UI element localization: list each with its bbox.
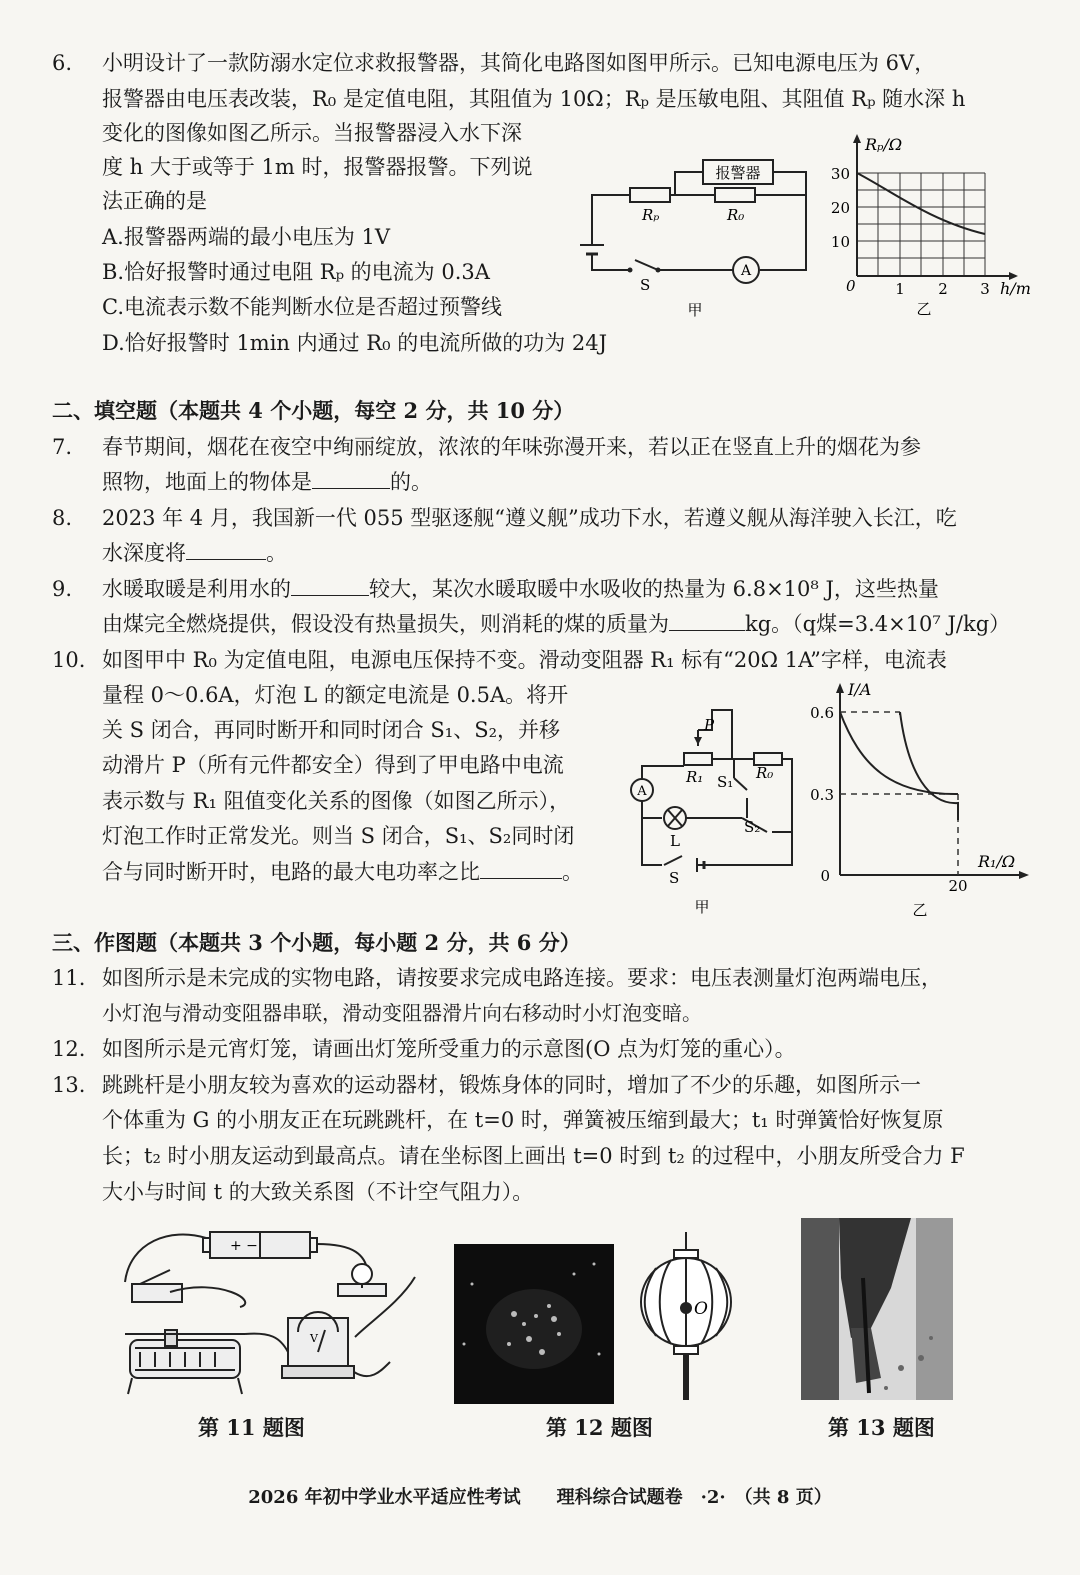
figure-caption: 乙 — [912, 901, 928, 919]
question-text: 2023 年 4 月，我国新一代 055 型驱逐舰“遵义舰”成功下水，若遵义舰从海洋驶入长江，吃 — [102, 506, 957, 530]
r0-label: R₀ — [727, 206, 745, 224]
voltmeter-icon: V — [310, 1332, 318, 1345]
question-text: 照物，地面上的物体是 的。 — [102, 470, 432, 494]
answer-blank — [186, 539, 266, 560]
question-text: 长；t₂ 时小朋友运动到最高点。请在坐标图上画出 t=0 时到 t₂ 的过程中，小朋友所受合力 F — [102, 1144, 965, 1168]
fireworks-photo — [454, 1244, 614, 1404]
slider-label: P — [704, 716, 715, 734]
question-text: 跳跳杆是小朋友较为喜欢的运动器材，锻炼身体的同时，增加了不少的乐趣，如图所示一 — [102, 1073, 921, 1097]
y-tick: 20 — [830, 199, 850, 217]
s1-label: S₁ — [717, 773, 734, 791]
question-text: 小明设计了一款防溺水定位求救报警器，其简化电路图如图甲所示。已知电源电压为 6V， — [102, 51, 936, 75]
origin-label: 0 — [846, 277, 856, 295]
x-axis-label: h/m — [1000, 279, 1031, 298]
x-tick: 1 — [895, 280, 905, 298]
x-tick: 20 — [948, 877, 968, 895]
question-text: 如图甲中 R₀ 为定值电阻，电源电压保持不变。滑动变阻器 R₁ 标有“20Ω 1A”字样，电流表 — [102, 648, 947, 672]
r1-label: R₁ — [686, 768, 704, 786]
center-of-gravity-label: O — [694, 1299, 708, 1319]
figure-caption: 甲 — [694, 898, 710, 916]
q6-rp-h-graph — [820, 128, 1050, 318]
section-heading: 三、作图题（本题共 3 个小题，每小题 2 分，共 6 分） — [52, 930, 581, 955]
switch-label: S — [640, 276, 651, 294]
rp-label: Rₚ — [642, 206, 660, 224]
question-number: 8. — [52, 506, 73, 530]
option-a: A.报警器两端的最小电压为 1V — [102, 225, 391, 249]
answer-blank — [291, 575, 369, 596]
question-text: 如图所示是未完成的实物电路，请按要求完成电路连接。要求：电压表测量灯泡两端电压， — [102, 966, 942, 990]
origin-label: 0 — [820, 867, 830, 885]
question-text: 合与同时断开时，电路的最大电功率之比 。 — [102, 860, 583, 884]
figure-caption: 甲 — [687, 301, 703, 319]
y-tick: 0.3 — [810, 786, 834, 804]
y-axis-label: I/A — [848, 680, 872, 699]
y-tick: 0.6 — [810, 704, 834, 722]
question-text: 水深度将 。 — [102, 541, 287, 565]
question-number: 6. — [52, 51, 73, 75]
alarm-label: 报警器 — [715, 164, 761, 182]
question-text: 表示数与 R₁ 阻值变化关系的图像（如图乙所示）， — [102, 789, 571, 813]
question-text: 如图所示是元宵灯笼，请画出灯笼所受重力的示意图(O 点为灯笼的重心）。 — [102, 1037, 796, 1061]
option-d: D.恰好报警时 1min 内通过 R₀ 的电流所做的功为 24J — [102, 331, 608, 355]
y-tick: 10 — [830, 233, 850, 251]
question-text: 春节期间，烟花在夜空中绚丽绽放，浓浓的年味弥漫开来，若以正在竖直上升的烟花为参 — [102, 435, 921, 459]
question-text: 个体重为 G 的小朋友正在玩跳跳杆，在 t=0 时，弹簧被压缩到最大；t₁ 时弹簧恰好恢复原 — [102, 1108, 944, 1132]
q10-circuit-diagram — [622, 690, 807, 920]
figure-caption: 第 12 题图 — [546, 1415, 653, 1440]
question-text: 报警器由电压表改装，R₀ 是定值电阻，其阻值为 10Ω；Rₚ 是压敏电阻、其阻值 Rₚ 随水深 h — [102, 87, 966, 111]
answer-blank — [669, 610, 745, 631]
x-tick: 2 — [938, 280, 948, 298]
question-number: 11. — [52, 966, 86, 990]
question-text: 由煤完全燃烧提供，假设没有热量损失，则消耗的煤的质量为 kg。（q煤=3.4×10⁷ J/kg） — [102, 612, 1011, 636]
ammeter-label: A — [637, 784, 647, 799]
plus-icon: + − — [230, 1238, 258, 1254]
pogo-stick-photo — [801, 1218, 953, 1400]
ammeter-label: A — [740, 263, 752, 279]
question-text: 度 h 大于或等于 1m 时，报警器报警。下列说 — [102, 155, 533, 179]
question-text: 变化的图像如图乙所示。当报警器浸入水下深 — [102, 121, 522, 145]
question-number: 13. — [52, 1073, 86, 1097]
question-text: 灯泡工作时正常发光。则当 S 闭合，S₁、S₂同时闭 — [102, 824, 575, 848]
x-axis-label: R₁/Ω — [978, 852, 1016, 871]
question-text: 小灯泡与滑动变阻器串联，滑动变阻器滑片向右移动时小灯泡变暗。 — [102, 1001, 702, 1025]
lantern-figure — [636, 1232, 736, 1404]
y-axis-label: Rₚ/Ω — [865, 135, 903, 154]
answer-blank — [480, 858, 562, 879]
page-footer: 2026 年初中学业水平适应性考试 理科综合试题卷 ·2· （共 8 页） — [248, 1487, 832, 1508]
question-number: 10. — [52, 648, 86, 672]
figure-caption: 第 13 题图 — [828, 1415, 935, 1440]
question-text: 动滑片 P（所有元件都安全）得到了甲电路中电流 — [102, 753, 564, 777]
question-text: 水暖取暖是利用水的 较大，某次水暖取暖中水吸收的热量为 6.8×10⁸ J，这些热量 — [102, 577, 939, 601]
question-text: 大小与时间 t 的大致关系图（不计空气阻力）。 — [102, 1180, 534, 1204]
r0-label: R₀ — [756, 764, 774, 782]
figure-caption: 第 11 题图 — [198, 1415, 305, 1440]
question-number: 7. — [52, 435, 73, 459]
section-heading: 二、填空题（本题共 4 个小题，每空 2 分，共 10 分） — [52, 398, 575, 423]
figure-caption: 乙 — [916, 300, 932, 318]
s2-label: S₂ — [744, 818, 761, 836]
q10-current-r1-graph — [800, 675, 1040, 920]
question-text: 法正确的是 — [102, 189, 207, 213]
question-text: 量程 0～0.6A，灯泡 L 的额定电流是 0.5A。将开 — [102, 683, 569, 707]
lamp-label: L — [670, 832, 680, 850]
option-b: B.恰好报警时通过电阻 Rₚ 的电流为 0.3A — [102, 260, 490, 284]
y-tick: 30 — [830, 165, 850, 183]
x-tick: 3 — [980, 280, 990, 298]
option-c: C.电流表示数不能判断水位是否超过预警线 — [102, 295, 502, 319]
question-number: 9. — [52, 577, 73, 601]
switch-label: S — [669, 869, 680, 887]
answer-blank — [312, 468, 390, 489]
question-text: 关 S 闭合，再同时断开和同时闭合 S₁、S₂，并移 — [102, 718, 561, 742]
figure-11-components — [110, 1222, 430, 1402]
question-number: 12. — [52, 1037, 86, 1061]
q6-circuit-diagram — [570, 150, 820, 320]
